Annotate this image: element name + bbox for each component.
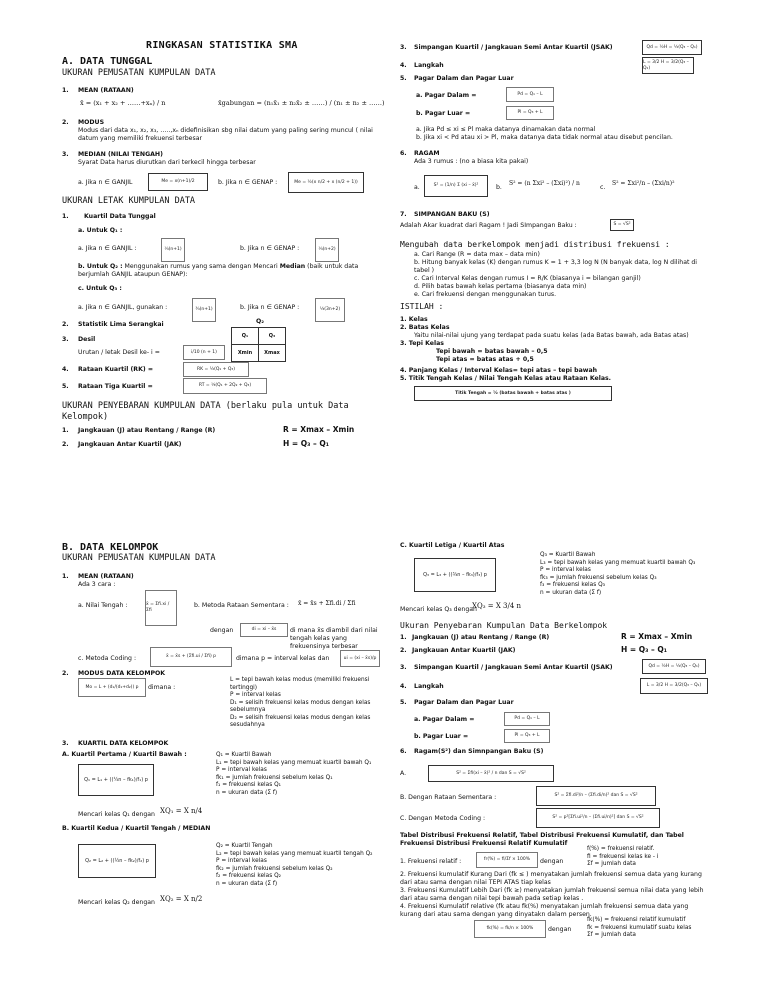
kelompok-langkah-number: 4. [400,683,407,690]
modus-def: P = interval kelas [230,692,281,699]
ragam-kelompok-c-label: C. Dengan Metoda Coding : [400,815,486,822]
modus-number: 2. [62,119,69,126]
frekuensi-relatif-def: f(%) = frekuensi relatif. [587,846,655,852]
frekuensi-kumulatif-lebih: 3. Frekuensi Kumulatif Lebih Dari (fk ≥) menyatakan jumlah frekuensi semua nilai data yang lebih dari atau sama dengan nilai tepi bawah pada setiap kelas . [400,887,704,902]
modus-def: D₁ = selisih frekuensi kelas modus dengan kelas sebelumnya [230,699,371,714]
kelompok-jsak-formula: Qd = ½H = ½(Q₃ – Q₁) [642,659,706,674]
kuartil-tengah-def: Q₂ = Kuartil Tengah [216,843,273,849]
ubah-step-b: b. Hitung banyak kelas (K) dengan rumus K = 1 + 3,3 log N (N banyak data, log N dilihat di tabel ) [414,259,698,274]
kuartil-tengah-cari: Mencari kelas Q₂ dengan [78,899,155,906]
median-number: 3. [62,151,69,158]
kuartil-kelompok-heading: KUARTIL DATA KELOMPOK [78,740,169,747]
desil-text: Urutan / letak Desil ke- i = [78,349,160,356]
istilah-heading: ISTILAH : [400,302,444,311]
section-b-heading: B. DATA KELOMPOK [62,542,159,553]
kuartil-tengah-heading: B. Kuartil Kedua / Kuartil Tengah / MEDIAN [62,825,211,832]
kelompok-jangkauan-number: 1. [400,634,407,641]
kelompok-pagar-heading: Pagar Dalam dan Pagar Luar [414,699,514,706]
desil-heading: Desil [78,336,96,343]
ragam-c-formula: S² = Σxi²/n – (Σxi/n)² [612,180,675,187]
kuartil-bawah-def: fk₁ = jumlah frekuensi sebelum kelas Q₁ [216,774,333,781]
ubah-heading: Mengubah data berkelompok menjadi distribusi frekuensi : [400,240,670,249]
q1-genap-label: b. Jika n ∈ GENAP : [240,245,300,252]
rataan-kuartil-heading: Rataan Kuartil (RK) = [78,366,154,373]
kuartil-bawah-def: n = ukuran data (Σ f) [216,789,278,796]
kelompok-jsak-number: 3. [400,664,407,671]
ragam-number: 6. [400,150,407,157]
modus-def: L = tepi bawah kelas modus (memiliki frekuensi tertinggi) [230,677,370,691]
kelompok-pagar-dalam-formula: Pd = Q₁ – L [504,712,550,726]
frekuensi-kumulatif-def: Σf = jumlah data [587,932,636,939]
ragam-kelompok-a-label: A. [400,770,407,777]
q1-ganjil-formula: ¼(n+1) [161,238,185,262]
simpangan-baku-heading: SIMPANGAN BAKU (S) [414,211,490,218]
coding-ui-formula: ui = (xi – x̄s)/p [340,650,380,667]
kelompok-jangkauan-formula: R = Xmax – Xmin [621,632,693,641]
istilah-batas-kelas-text: Yaitu nilai-nilai ujung yang terdapat pada suatu kelas (ada Batas bawah, ada Batas atas) [414,332,689,339]
five-number-xmax: Xmax [259,345,286,362]
kuartil-heading: Kuartil Data Tunggal [84,213,156,220]
kelompok-langkah-formula: L = 3/2 H = 3/2(Q₃ – Q₁) [640,678,708,694]
kelompok-jak-formula: H = Q₃ – Q₁ [621,645,668,654]
jangkauan-formula: R = Xmax – Xmin [283,425,355,434]
rataan-sementara-text: di mana x̄s diambil dari nilai tengah kelas yang frekuensinya terbesar [290,627,378,650]
kuartil-tengah-cari-formula: XQ₂ = X n/2 [160,895,203,903]
kuartil-bawah-definitions [216,752,391,797]
q1-label: a. Untuk Q₁ : [78,227,123,234]
kuartil-atas-def: L₃ = tepi bawah kelas yang memuat kuartil bawah Q₃ [540,559,696,566]
q3-genap-label: b. Jika n ∈ GENAP : [240,304,300,311]
q2-text-post: (baik untuk data berjumlah GANJIL ataupun GENAP): [78,263,359,278]
kuartil-tengah-def: n = ukuran data (Σ f) [216,880,278,887]
kuartil-tengah-def: L₂ = tepi bawah kelas yang memuat kuartil tengah Q₂ [216,850,373,857]
frekuensi-relatif-label: 1. Frekuensi relatif : [400,858,462,865]
rataan-kuartil-number: 4. [62,366,69,373]
rataan-sementara-formula: x̄ = x̄s + Σfi.di / Σfi [298,600,356,607]
desil-formula: i/10 (n + 1) [183,345,225,360]
kelompok-pagar-luar-label: b. Pagar Luar = [414,733,469,740]
frekuensi-kumulatif-def: fk = frekuensi kumulatif suatu kelas [587,924,692,931]
pagar-luar-label: b. Pagar Luar = [416,110,471,117]
frekuensi-relatif-def: Σf = jumlah data [587,861,636,868]
coding-text: dimana p = interval kelas dan [236,655,330,662]
q3-ganjil-label: a. Jika n ∈ GANJIL, gunakan : [78,304,168,311]
simpangan-baku-formula: S = √S² [610,219,634,231]
kuartil-tengah-formula: Q₂ = L₂ + ((½n – fk₂)/f₂) p [78,844,156,878]
section-a-heading: A. DATA TUNGGAL [62,56,153,67]
kelompok-pagar-number: 5. [400,699,407,706]
ubah-step-c: c. Cari Interval Kelas dengan rumus I = R/K (biasanya i = bilangan ganjil) [414,275,641,282]
jsak-formula: Qd = ½H = ½(Q₃ – Q₁) [642,40,702,55]
median-ganjil-formula: Me = x(n+1)/2 [148,173,208,191]
tabel-distribusi-heading: Tabel Distribusi Frekuensi Relatif, Tabel Distribusi Frekuensi Kumulatif, dan Tabel Frekuensi Distribusi Frekuensi Relatif Kumulatif [400,832,684,847]
coding-formula: x̄ = x̄s + (Σfi.ui / Σfi) p [150,647,232,667]
kuartil-atas-def: f₃ = frekuensi kelas Q₃ [540,582,605,589]
modus-kelompok-formula: Mo = L + (d₁/(d₁+d₂)) p [78,678,146,697]
kuartil-atas-def: n = ukuran data (Σ f) [540,589,602,596]
jangkauan-number: 1. [62,427,69,434]
ragam-kelompok-c-formula: S² = p²[Σfi.ui²/n – (Σfi.ui/n)²] dan S = √S² [536,808,660,828]
pagar-dalam-label: a. Pagar Dalam = [416,92,477,99]
frekuensi-kumulatif-def: fk(%) = frekuensi relatif kumulatif [587,917,686,923]
five-number-q1: Q₁ [232,328,259,345]
section-b-subheading: UKURAN PEMUSATAN KUMPULAN DATA [62,553,216,563]
ragam-b-label: b. [496,184,502,191]
frekuensi-kumulatif-relatif-formula: fk(%) = fk/n × 100% [474,920,546,938]
jak-formula: H = Q₃ – Q₁ [283,439,330,448]
rataan-sementara-label: b. Metoda Rataan Sementara : [194,602,289,609]
ragam-a-label: a. [414,184,420,191]
median-heading: MEDIAN (NILAI TENGAH) [78,151,163,158]
langkah-number: 4. [400,62,407,69]
ragam-a-formula: S² = (1/n) Σ (xi – x̄)² [424,175,488,197]
istilah-tepi-bawah: Tepi bawah = batas bawah – 0,5 [436,348,548,355]
median-genap-label: b. Jika n ∈ GENAP : [218,179,278,186]
istilah-batas-kelas: 2. Batas Kelas [400,324,450,331]
ragam-kelompok-number: 6. [400,748,407,755]
kuartil-bawah-cari: Mencari kelas Q₁ dengan [78,811,155,818]
kuartil-bawah-def: L₁ = tepi bawah kelas yang memuat kuartil bawah Q₁ [216,759,372,766]
modus-kelompok-number: 2. [62,670,69,677]
di-formula: di = xi – x̄s [240,623,288,637]
q1-ganjil-label: a. Jika n ∈ GANJIL : [78,245,137,252]
q3-ganjil-formula: ¾(n+1) [192,298,216,322]
lima-serangkai-heading: Statistik Lima Serangkai [78,321,164,328]
kelompok-jak-heading: Jangkauan Antar Kuartil (JAK) [412,647,516,654]
simpangan-baku-text: Adalah Akar kuadrat dari Ragam ! Jadi SImpangan Baku : [400,222,577,229]
istilah-titik-tengah: 5. Titik Tengah Kelas / Nilai Tengah Kelas atau Rataan Kelas. [400,375,612,382]
modus-heading: MODUS [78,119,105,126]
ragam-text: Ada 3 rumus : (no a biasa kita pakai) [414,158,529,165]
pagar-luar-formula: Pl = Q₃ + L [506,106,554,120]
frekuensi-relatif-dengan: dengan [540,858,564,865]
rataan-tiga-number: 5. [62,383,69,390]
kelompok-mean-number: 1. [62,573,69,580]
mean-gabungan-formula: x̄gabungan = (n₁x̄₁ ± n₂x̄₂ ± ……) / (n₁ ± n₂ ± ……) [218,99,385,107]
modus-def: D₂ = selisih frekuensi kelas modus dengan kelas sesudahnya [230,714,371,729]
pagar-note-pencilan: b. Jika xi < Pd atau xi > Pl, maka datanya data tidak normal atau disebut pencilan. [416,134,673,141]
lima-serangkai-number: 2. [62,321,69,328]
ragam-b-formula: S² = (n Σxi² – (Σxi)²) / n [509,180,580,187]
five-number-q3: Q₃ [259,328,286,345]
langkah-heading: Langkah [414,62,444,69]
ubah-step-a: a. Cari Range (R = data max – data min) [414,251,540,258]
five-number-xmin: Xmin [232,345,259,362]
kuartil-atas-def: fk₃ = jumlah frekuensi sebelum kelas Q₃ [540,574,657,581]
kuartil-bawah-def: f₁ = frekuensi kelas Q₁ [216,782,281,789]
kuartil-atas-heading: C. Kuartil Letiga / Kuartil Atas [400,542,505,549]
ubah-step-d: d. Pilih batas bawah kelas pertama (biasanya data min) [414,283,587,290]
document-title: RINGKASAN STATISTIKA SMA [146,40,298,51]
kelompok-pagar-dalam-label: a. Pagar Dalam = [414,716,475,723]
jak-number: 2. [62,441,69,448]
ragam-c-label: c. [600,184,606,191]
coding-label: c. Metoda Coding : [78,655,137,662]
frekuensi-relatif-definitions [587,846,705,869]
pagar-number: 5. [400,75,407,82]
frekuensi-relatif-formula: fr(%) = fi/Σf × 100% [476,852,538,868]
simpangan-baku-number: 7. [400,211,407,218]
kuartil-tengah-definitions [216,843,391,888]
pagar-dalam-formula: Pd = Q₁ – L [506,87,554,102]
kuartil-number: 1. [62,213,69,220]
jak-heading: Jangkauan Antar Kuartil (JAK) [78,441,182,448]
kelompok-mean-text: Ada 3 cara : [78,581,116,588]
frekuensi-kumulatif-relatif: 4. Frekuensi Kumulatif relative (fk atau fk(%) menyatakan jumlah frekuensi semua data yang kurang dari atau sama dengan yang dinyatakn dalam persen. [400,903,689,918]
kuartil-atas-definitions [540,552,702,597]
modus-kelompok-heading: MODUS DATA KELOMPOK [78,670,166,677]
q3-genap-formula: ¼(3n+2) [315,298,345,322]
kelompok-jangkauan-heading: Jangkauan (J) atau Rentang / Range (R) [412,634,550,641]
kuartil-kelompok-number: 3. [62,740,69,747]
frekuensi-kumulatif-kurang: 2. Frekuensi kumulatif Kurang Dari (fk ≤ ) menyatakan jumlah frekuensi semua data yang kurang dari atau sama dengan nilai TEPI ATAS tiap kelas [400,871,702,886]
modus-kelompok-dimana: dimana : [148,684,176,691]
istilah-tepi-atas: Tepi atas = batas atas + 0,5 [436,356,534,363]
kuartil-tengah-def: f₂ = frekuensi kelas Q₂ [216,873,281,880]
kuartil-atas-cari: Mencari kelas Q₃ dengan [400,606,477,613]
frekuensi-relatif-def: fi = frekuensi kelas ke - i [587,853,659,860]
kuartil-atas-cari-formula: XQ₃ = X 3/4 n [472,602,522,610]
kuartil-atas-formula: Q₃ = L₃ + ((¾n – fk₃)/f₃) p [414,558,496,592]
kuartil-atas-def: P = interval kelas [540,567,591,574]
letak-heading: UKURAN LETAK KUMPULAN DATA [62,196,196,206]
titik-tengah-formula: Titik Tengah = ½ (batas bawah + batas atas ) [414,386,612,401]
q2-median-word: Median [279,263,306,270]
istilah-kelas: 1. Kelas [400,316,428,323]
kuartil-bawah-formula: Q₁ = L₁ + ((¼n – fk₁)/f₁) p [78,764,154,796]
median-ganjil-label: a. Jika n ∈ GANJIL [78,179,133,186]
kelompok-jak-number: 2. [400,647,407,654]
q2-text-pre: Menggunakan rumus yang sama dengan Mencari [122,263,280,270]
rataan-kuartil-formula: RK = ½(Q₁ + Q₃) [183,362,249,377]
mean-heading: MEAN (RATAAN) [78,87,134,94]
kuartil-bawah-def: Q₁ = Kuartil Bawah [216,752,272,758]
q2-label: b. Untuk Q₂ : [78,263,123,270]
rataan-tiga-heading: Rataan Tiga Kuartil = [78,383,153,390]
langkah-formula: L = 3/2 H = 3/2(Q₃ – Q₁) [642,57,694,74]
ragam-kelompok-b-formula: S² = Σfi.di²/n – (Σfi.di/n)² dan S = √S² [536,786,656,806]
jsak-number: 3. [400,44,407,51]
mean-number: 1. [62,87,69,94]
modus-kelompok-definitions [230,677,390,730]
kelompok-langkah-heading: Langkah [414,683,444,690]
q1-genap-formula: ¼(n+2) [315,238,339,262]
q2-description [78,263,388,279]
ubah-step-e: e. Cari frekuensi dengan menggunakan turus. [414,291,557,298]
section-a-subheading: UKURAN PEMUSATAN KUMPULAN DATA [62,68,216,78]
rataan-tiga-formula: RT = ¼(Q₁ + 2Q₂ + Q₃) [183,378,267,394]
kelompok-jsak-heading: Simpangan Kuartil / Jangkauan Semi Antar Kuartil (JSAK) [414,664,613,671]
five-number-q2: Q₂ [256,318,264,325]
kuartil-bawah-def: P = interval kelas [216,767,267,774]
frekuensi-kumulatif-relatif-dengan: dengan [548,926,572,933]
penyebaran-heading: UKURAN PENYEBARAN KUMPULAN DATA (berlaku pula untuk Data Kelompok) [62,401,349,422]
jsak-heading: Simpangan Kuartil / Jangkauan Semi Antar Kuartil (JSAK) [414,44,613,51]
rataan-sementara-dengan: dengan [210,627,234,634]
pagar-note-normal: a. Jika Pd ≤ xi ≤ Pl maka datanya dinamakan data normal [416,126,596,133]
kuartil-atas-def: Q₃ = Kuartil Bawah [540,552,596,558]
five-number-summary-table [231,327,286,362]
penyebaran-kelompok-heading: Ukuran Penyebaran Kumpulan Data Berkelompok [400,621,608,630]
kelompok-mean-heading: MEAN (RATAAN) [78,573,134,580]
nilai-tengah-label: a. Nilai Tengah : [78,602,128,609]
jangkauan-heading: Jangkauan (J) atau Rentang / Range (R) [78,427,216,434]
kelompok-pagar-luar-formula: Pl = Q₃ + L [504,729,550,743]
ragam-kelompok-b-label: B. Dengan Rataan Sementara : [400,794,497,801]
ragam-heading: RAGAM [414,150,440,157]
modus-text: Modus dari data x₁, x₂, x₃, …..,xₙ didefinisikan sbg nilai datum yang paling sering muncul ( nilai datum yang memiliki frekuensi terbesar [78,127,373,142]
desil-number: 3. [62,336,69,343]
kuartil-bawah-heading: A. Kuartil Pertama / Kuartil Bawah : [62,751,187,758]
mean-formula: x̄ = (x₁ + x₂ + ……+xₙ) / n [80,99,166,107]
ragam-kelompok-heading: Ragam(S²) dan Simnpangan Baku (S) [414,748,544,755]
istilah-panjang-kelas: 4. Panjang Kelas / Interval Kelas= tepi atas – tepi bawah [400,367,598,374]
ragam-kelompok-a-formula: S² = Σfi(xi – x̄)² / n dan S = √S² [428,765,554,782]
nilai-tengah-formula: x̄ = Σfi.xi / Σfi [145,590,177,626]
kuartil-tengah-def: P = interval kelas [216,858,267,865]
kuartil-tengah-def: fk₂ = jumlah frekuensi sebelum kelas Q₂ [216,865,333,872]
median-text: Syarat Data harus diurutkan dari terkecil hingga terbesar [78,159,256,166]
istilah-tepi-kelas: 3. Tepi Kelas [400,340,444,347]
pagar-heading: Pagar Dalam dan Pagar Luar [414,75,514,82]
frekuensi-kumulatif-relatif-definitions [587,917,705,940]
kuartil-bawah-cari-formula: XQ₁ = X n/4 [160,807,203,815]
q3-label: c. Untuk Q₃ : [78,285,122,292]
median-genap-formula: Me = ½(x n/2 + x (n/2 + 1)) [288,172,364,193]
